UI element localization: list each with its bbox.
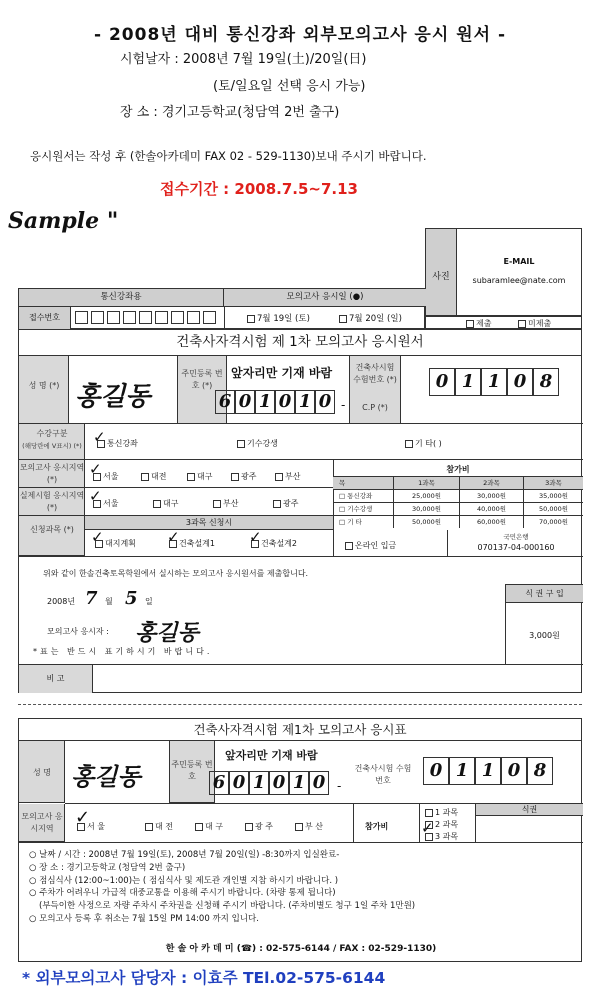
remark-label: 비 고	[19, 665, 93, 693]
ticket-region-option[interactable]	[295, 821, 323, 832]
fee-header-cell: 2과목	[459, 476, 523, 489]
rrn-label: 주민등록 번 호 (*)	[181, 369, 223, 390]
category-checkbox[interactable]	[405, 440, 413, 448]
rrn-digit[interactable]: 6	[215, 390, 235, 414]
ticket-rrn-digit[interactable]: 1	[249, 771, 269, 795]
region-option-label: 서울	[103, 472, 119, 481]
receipt-digit-box[interactable]	[187, 311, 200, 324]
ticket-region-checkbox[interactable]	[195, 823, 203, 831]
fee-cell: 30,000원	[393, 502, 459, 515]
ticket-region-option[interactable]	[245, 821, 273, 832]
checkmark-icon: ✓	[89, 460, 102, 478]
date-month-value: 7	[85, 588, 98, 609]
document-title: - 2008년 대비 통신강좌 외부모의고사 응시 원서 -	[93, 25, 507, 45]
name-label: 성 명 (*)	[28, 381, 60, 390]
rrn-digit[interactable]: 1	[295, 390, 315, 414]
ticket-exam-no-digit[interactable]: 0	[423, 757, 449, 785]
not-submit-option[interactable]	[518, 318, 551, 329]
ticket-exam-no-label: 건축사시험 수험번호	[354, 764, 412, 785]
fee-cell: 35,000원	[523, 489, 583, 502]
ticket-region-text: 대 전	[155, 822, 173, 831]
actual-region-label-text: 대구	[163, 499, 179, 508]
ticket-rrn-digit[interactable]: 6	[209, 771, 229, 795]
photo-submit-row	[425, 316, 582, 329]
ticket-rrn-label: 주민등록 번 호	[171, 760, 213, 781]
ticket-fee-option[interactable]	[425, 807, 458, 818]
receipt-no-label: 접수번호	[19, 307, 71, 329]
region-option-label: 부산	[285, 472, 301, 481]
ticket-rrn-digit[interactable]: 1	[289, 771, 309, 795]
fee-cell: □ 기수강생	[333, 502, 393, 515]
actual-region-label-text: 서울	[103, 499, 119, 508]
ticket-note: ○ 장 소 : 경기고등학교 (청담역 2번 출구)	[29, 862, 186, 873]
fax-notice: 응시원서는 작성 후 (한솔아카데미 FAX 02 - 529-1130)보내 주시기 바랍니다.	[30, 149, 427, 163]
mark-note: *표는 반드시 표기하시기 바랍니다.	[33, 647, 213, 656]
ticket-note: ○ 날짜 / 시간 : 2008년 7월 19일(토), 2008년 7월 20일(일) -8:30까지 입실완료-	[29, 850, 340, 860]
ticket-region-label: 모의고사 응시지역	[21, 812, 63, 833]
region-option[interactable]	[141, 471, 166, 482]
exam-date-note: (토/일요일 선택 응시 가능)	[213, 79, 366, 94]
fee-cell: □ 기 타	[333, 515, 393, 528]
fee-cell: 40,000원	[459, 502, 523, 515]
date-year: 2008년	[47, 597, 76, 606]
category-option-label: 통신강좌	[107, 439, 138, 448]
ticket-region-text: 광 주	[255, 822, 273, 831]
fee-cell: 60,000원	[459, 515, 523, 528]
fee-header-cell: 목	[333, 476, 393, 489]
ticket-fee-checkbox[interactable]	[425, 809, 433, 817]
exam-no-label: 건축사시험 수험번호 (*)	[353, 363, 397, 384]
ticket-rrn-digit[interactable]: 0	[269, 771, 289, 795]
receipt-digit-box[interactable]	[203, 311, 216, 324]
rrn-digit[interactable]: 0	[235, 390, 255, 414]
checkmark-icon: ✓	[167, 528, 180, 546]
receipt-digit-box[interactable]	[123, 311, 136, 324]
ticket-note-text: 점심식사 (12:00~1:00)는 ( 점심식사 및 제도관 개인별 지참 하시기 바랍니다. )	[39, 875, 339, 886]
ticket-region-option[interactable]	[145, 821, 173, 832]
application-title: 건축사자격시험 제 1차 모의고사 응시원서	[19, 330, 581, 356]
receipt-digit-box[interactable]	[171, 311, 184, 324]
meal-price: 3,000원	[529, 631, 560, 640]
actual-region-label: 실제시험 응시지역 (*)	[19, 491, 85, 512]
region-option-label: 대전	[151, 472, 167, 481]
actual-region-checkbox[interactable]	[213, 500, 221, 508]
checkmark-icon: ✓	[75, 807, 91, 828]
exam-no-digit[interactable]: 1	[455, 368, 481, 396]
category-option[interactable]	[237, 438, 278, 449]
subject-label: 건축설계1	[179, 539, 216, 548]
photo-label: 사진	[432, 272, 450, 282]
email-box	[456, 228, 582, 316]
exam-no-digit[interactable]: 1	[481, 368, 507, 396]
exam-place-line: 장 소 : 경기고등학교(청담역 2번 출구)	[120, 105, 340, 120]
region-label: 모의고사 응시지역 (*)	[19, 463, 85, 484]
ticket-note-text: 장 소 : 경기고등학교 (청담역 2번 출구)	[39, 862, 186, 873]
actual-region-option[interactable]	[153, 498, 178, 509]
checkmark-icon: ✓	[93, 428, 106, 446]
ticket-name-label: 성 명	[33, 768, 51, 777]
ticket-region-option[interactable]	[195, 821, 223, 832]
day1-label: 7월 19일 (토)	[257, 314, 310, 324]
submit-option[interactable]	[466, 318, 491, 329]
fee-cell: 50,000원	[523, 502, 583, 515]
applicant-signature: 홍길동	[135, 620, 199, 646]
cp-label: C.P (*)	[362, 403, 388, 412]
category-sub: (해당란에 V표시) (*)	[22, 442, 82, 450]
ticket-rrn-digit[interactable]: 0	[309, 771, 329, 795]
category-label: 수강구분	[36, 429, 68, 438]
actual-region-checkbox[interactable]	[153, 500, 161, 508]
ticket-rrn-dash: -	[337, 779, 342, 793]
photo-label-cell	[425, 228, 457, 316]
rrn-digit[interactable]: 0	[275, 390, 295, 414]
ticket-exam-no-digit[interactable]: 1	[449, 757, 475, 785]
ticket-rrn-digit[interactable]: 0	[229, 771, 249, 795]
ticket-note-text: 모의고사 등록 후 취소는 7월 15일 PM 14:00 까지 입니다.	[39, 913, 259, 924]
ticket-region-checkbox[interactable]	[295, 823, 303, 831]
ticket-note: ○ 점심식사 (12:00~1:00)는 ( 점심식사 및 제도관 개인별 지참 하시기 바랍니다. )	[29, 875, 339, 886]
submit-checkbox[interactable]	[466, 320, 474, 328]
region-option-label: 광주	[241, 472, 257, 481]
receipt-digit-box[interactable]	[139, 311, 152, 324]
fee-cell: 30,000원	[459, 489, 523, 502]
fee-cell: 70,000원	[523, 515, 583, 528]
ticket-region-text: 서 울	[87, 822, 105, 831]
subjects-label: 신청과목 (*)	[30, 525, 74, 534]
date-day-value: 5	[125, 588, 138, 609]
exam-no-digit[interactable]: 8	[533, 368, 559, 396]
declaration: 위와 같이 한솔건축토목학원에서 실시하는 모의고사 응시원서를 제출합니다.	[43, 569, 309, 578]
ticket-region-text: 부 산	[305, 822, 323, 831]
ticket-rrn-note: 앞자리만 기재 바람	[225, 749, 318, 762]
course-use-header: 통신강좌용	[19, 289, 224, 307]
ticket-fee-text: 3 과목	[435, 832, 459, 841]
region-option[interactable]	[275, 471, 300, 482]
bank-account: 070137-04-000160	[477, 543, 555, 552]
receipt-digit-box[interactable]	[91, 311, 104, 324]
exam-no-digit[interactable]: 0	[429, 368, 455, 396]
online-pay-label: 온라인 입금	[355, 541, 397, 550]
category-checkbox[interactable]	[237, 440, 245, 448]
category-option-label: 기 타( )	[415, 439, 442, 448]
fee-title: 참가비	[446, 465, 470, 474]
region-option[interactable]	[187, 471, 212, 482]
not-submit-label: 미제출	[528, 319, 552, 328]
bank-name: 국민은행	[503, 533, 529, 541]
date-day-label: 일	[145, 597, 153, 606]
actual-region-option[interactable]	[213, 498, 238, 509]
category-option[interactable]	[405, 438, 442, 449]
ticket-exam-no-digit[interactable]: 1	[475, 757, 501, 785]
actual-region-checkbox[interactable]	[273, 500, 281, 508]
region-checkbox[interactable]	[231, 473, 239, 481]
region-checkbox[interactable]	[275, 473, 283, 481]
exam-no-digit[interactable]: 0	[507, 368, 533, 396]
fee-cell: 50,000원	[393, 515, 459, 528]
ticket-meal-label: 식권	[476, 804, 583, 816]
rrn-dash: -	[341, 398, 346, 412]
ticket-title: 건축사자격시험 제1차 모의고사 응시표	[19, 719, 581, 741]
fee-header-cell: 1과목	[393, 476, 459, 489]
checkmark-icon: ✓	[421, 819, 434, 837]
day2-label: 7월 20일 (일)	[349, 314, 402, 324]
ticket-fee-text: 2 과목	[435, 820, 459, 829]
ticket-note-text: 날짜 / 시간 : 2008년 7월 19일(토), 2008년 7월 20일(일) -8:30까지 입실완료-	[39, 850, 340, 860]
sample-handwriting: Sample "	[8, 208, 119, 234]
receipt-digit-box[interactable]	[107, 311, 120, 324]
ticket-note: ○ 주차가 어려우니 가급적 대중교통을 이용해 주시기 바랍니다. (차량 통제 됩니다)	[29, 888, 336, 899]
ticket-region-checkbox[interactable]	[145, 823, 153, 831]
ticket-region-checkbox[interactable]	[245, 823, 253, 831]
exam-date-header: 모의고사 응시일 (●)	[224, 289, 426, 307]
rrn-digit[interactable]: 1	[255, 390, 275, 414]
online-pay-checkbox[interactable]	[345, 542, 353, 550]
meal-label: 식 권 구 입	[506, 585, 583, 603]
checkmark-icon: ✓	[89, 487, 102, 505]
fee-header-cell: 3과목	[523, 476, 583, 489]
ticket-note: ○ 모의고사 등록 후 취소는 7월 15일 PM 14:00 까지 입니다.	[29, 913, 259, 924]
actual-region-label-text: 부산	[223, 499, 239, 508]
subject-label: 대지계획	[105, 539, 136, 548]
fee-cell: 25,000원	[393, 489, 459, 502]
category-option-label: 기수강생	[247, 439, 278, 448]
subject-label: 건축설계2	[261, 539, 298, 548]
ticket-fee-label: 참가비	[365, 822, 389, 831]
day1-checkbox[interactable]	[247, 315, 255, 323]
day1-option[interactable]	[247, 312, 310, 324]
day2-checkbox[interactable]	[339, 315, 347, 323]
ticket-name-handwriting: 홍길동	[71, 762, 141, 791]
ticket-region-text: 대 구	[205, 822, 223, 831]
fee-cell: □ 통신강좌	[333, 489, 393, 502]
region-checkbox[interactable]	[187, 473, 195, 481]
email-label: E-MAIL	[503, 257, 535, 266]
online-pay-option[interactable]	[345, 540, 396, 551]
fee-table	[333, 476, 583, 528]
ticket-exam-no-digit[interactable]: 8	[527, 757, 553, 785]
subjects-header: 3과목 신청시	[85, 516, 333, 530]
application-form	[18, 329, 582, 693]
checkmark-icon: ✓	[249, 528, 262, 546]
date-month-label: 월	[105, 597, 113, 606]
application-period: 접수기간 : 2008.7.5~7.13	[160, 180, 358, 198]
name-handwriting: 홍길동	[75, 382, 151, 412]
actual-region-label-text: 광주	[283, 499, 299, 508]
cut-line	[18, 704, 582, 705]
admission-ticket	[18, 718, 582, 962]
ticket-note-text: (부득이한 사정으로 자량 주차시 주차권을 신청해 주시기 바랍니다. (주차비별도 청구 1일 주차 1만원)	[39, 901, 416, 912]
region-option[interactable]	[231, 471, 256, 482]
ticket-notes	[29, 849, 415, 926]
checkmark-icon: ✓	[91, 528, 104, 546]
rrn-note: 앞자리만 기재 바람	[231, 366, 333, 380]
contact-line: * 외부모의고사 담당자 : 이효주 TEl.02-575-6144	[22, 969, 386, 987]
receipt-digit-box[interactable]	[155, 311, 168, 324]
exam-date-line: 시험날자 : 2008년 7월 19일(土)/20일(日)	[120, 52, 367, 67]
ticket-note-text: 주차가 어려우니 가급적 대중교통을 이용해 주시기 바랍니다. (차량 통제 됩니다)	[39, 888, 336, 899]
rrn-digit[interactable]: 0	[315, 390, 335, 414]
actual-region-option[interactable]	[273, 498, 298, 509]
top-row-block	[18, 288, 425, 329]
region-checkbox[interactable]	[141, 473, 149, 481]
day2-option[interactable]	[339, 312, 402, 324]
submit-label: 제출	[476, 319, 492, 328]
email-value: subaramlee@nate.com	[472, 276, 566, 285]
ticket-fee-text: 1 과목	[435, 808, 459, 817]
region-option-label: 대구	[197, 472, 213, 481]
receipt-digit-box[interactable]	[75, 311, 88, 324]
applicant-label: 모의고사 응시자 :	[47, 627, 109, 636]
not-submit-checkbox[interactable]	[518, 320, 526, 328]
ticket-exam-no-digit[interactable]: 0	[501, 757, 527, 785]
ticket-footer: 한 솔 아 카 데 미 (☎) : 02-575-6144 / FAX : 02-529-1130)	[165, 944, 437, 954]
ticket-note	[29, 900, 415, 913]
